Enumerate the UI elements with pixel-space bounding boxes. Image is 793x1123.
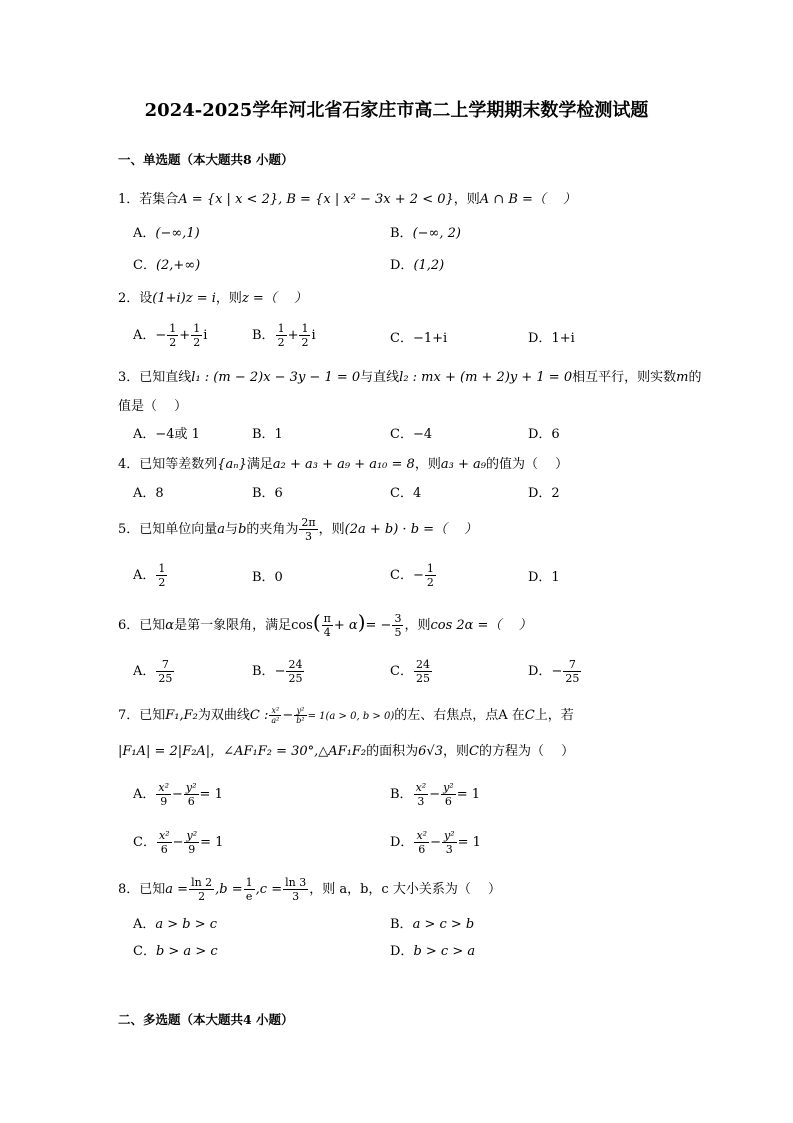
question-4-option-d: D．2 (528, 486, 560, 501)
question-8-option-a: A．a > b > c (133, 917, 218, 932)
question-3-option-d: D．6 (528, 427, 560, 442)
question-5-stem: 5．已知单位向量a与b的夹角为 $\frac{2\pi}{3}$ ，则(2a + b) · b =（ ） (118, 516, 478, 543)
question-6-option-c: C． $\frac{24}{25}$ (390, 658, 430, 685)
section-heading-multiple-choice: 二、多选题（本大题共4 小题） (118, 1012, 294, 1027)
question-1-option-a: A．(−∞,1) (133, 226, 200, 241)
question-5-option-c: C．− $\frac{1}{2}$ (390, 562, 434, 589)
question-7-option-b: B． $\frac{\text{x²}}{3}$ − $\frac{\text{y²}}{6}$ = 1 (390, 781, 481, 808)
question-8-option-d: D．b > c > a (390, 944, 476, 959)
question-3-stem: 3．已知直线l₁ : (m − 2)x − 3y − 1 = 0与直线l₂ : mx + (m + 2)y + 1 = 0相互平行，则实数m的 (118, 370, 702, 385)
question-5-option-a: A． $\frac{1}{2}$ (133, 562, 166, 589)
question-4-option-b: B．6 (252, 486, 283, 501)
question-5-option-d: D．1 (528, 570, 560, 585)
question-5-option-b: B．0 (252, 570, 283, 585)
question-2-stem: 2．设(1+i)z = i，则z =（ ） (118, 291, 307, 306)
question-1-option-c: C．(2,+∞) (133, 258, 201, 273)
question-7-option-d: D． $\frac{\text{x²}}{6}$ − $\frac{\text{y²}}{3}$ = 1 (390, 829, 481, 856)
question-3-option-c: C．−4 (390, 427, 433, 442)
question-6-stem: 6．已知α是第一象限角，满足cos( $\frac{\pi}{4}$ + α)= − $\frac{3}{5}$ ，则cos 2α =（ ） (118, 610, 532, 639)
question-8-stem: 8．已知a = $\frac{\ln 2}{2}$ ,b = $\frac{1}{e}$ ,c = $\frac{\ln 3}{3}$ ，则 a，b，c 大小关系为（ ） (118, 876, 501, 903)
question-1-option-d: D．(1,2) (390, 258, 445, 273)
question-7-stem: 7．已知F₁,F₂为双曲线C : $\frac{\text{x²}}{\text{a²}}$ − $\frac{\text{y²}}{\text{b²}}$ = 1(a > 0, b > 0)的左、右焦点，点A 在C上，若 (118, 706, 574, 725)
question-2-option-b: B． $\frac{1}{2}$ + $\frac{1}{2}$ i (252, 322, 316, 349)
question-7-option-a: A． $\frac{\text{x²}}{9}$ − $\frac{\text{y²}}{6}$ = 1 (133, 781, 223, 808)
question-1-option-b: B．(−∞, 2) (390, 226, 461, 241)
question-2-option-a: A．− $\frac{1}{2}$ + $\frac{1}{2}$ i (133, 322, 208, 349)
question-4-option-c: C．4 (390, 486, 422, 501)
question-6-option-a: A． $\frac{7}{25}$ (133, 658, 173, 685)
question-7-option-c: C． $\frac{\text{x²}}{6}$ − $\frac{\text{y²}}{9}$ = 1 (133, 829, 224, 856)
question-8-option-c: C．b > a > c (133, 944, 218, 959)
question-3-option-a: A．−4或 1 (133, 427, 200, 442)
question-8-option-b: B．a > c > b (390, 917, 475, 932)
question-3-option-b: B．1 (252, 427, 283, 442)
question-7-stem-line-2: |F₁A| = 2|F₂A|，∠AF₁F₂ = 30°,△AF₁F₂的面积为6√3，则C的方程为（ ） (118, 744, 575, 759)
question-4-option-a: A．8 (133, 486, 164, 501)
question-6-option-b: B．− $\frac{24}{25}$ (252, 658, 303, 685)
question-4-stem: 4．已知等差数列{aₙ}满足a₂ + a₃ + a₉ + a₁₀ = 8，则a₃ + a₉的值为（ ） (118, 457, 569, 472)
question-1-stem: 1．若集合A = {x | x < 2}, B = {x | x² − 3x + 2 < 0}，则A ∩ B =（ ） (118, 192, 577, 207)
question-3-stem-continued: 值是（ ） (118, 399, 188, 414)
page-title: 2024-2025学年河北省石家庄市高二上学期期末数学检测试题 (144, 100, 649, 121)
section-heading-single-choice: 一、单选题（本大题共8 小题） (118, 152, 294, 167)
question-2-option-d: D．1+i (528, 331, 575, 346)
question-6-option-d: D．− $\frac{7}{25}$ (528, 658, 580, 685)
question-2-option-c: C．−1+i (390, 331, 448, 346)
